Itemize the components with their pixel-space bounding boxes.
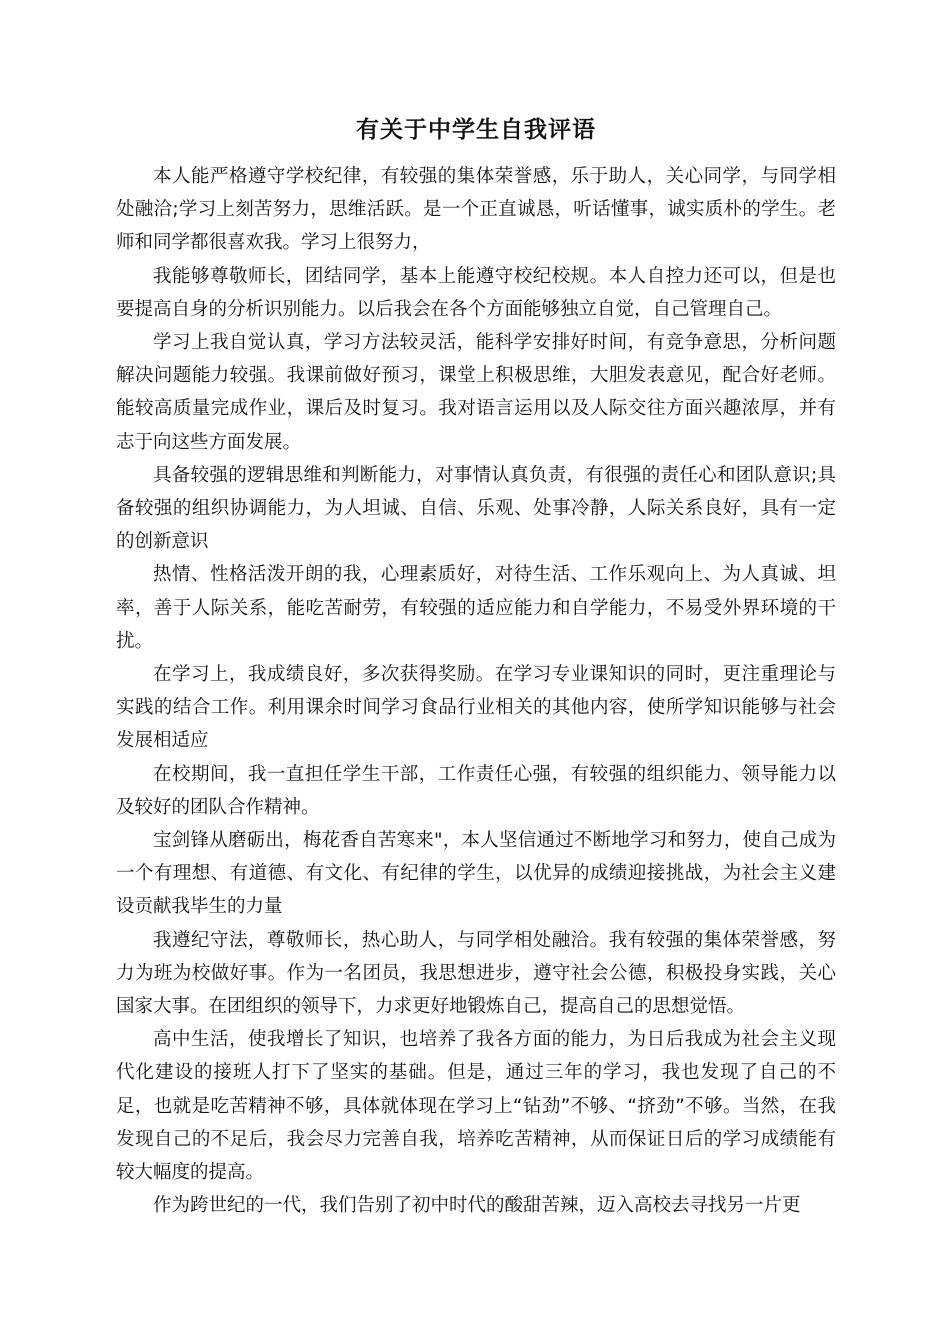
paragraph-3: 学习上我自觉认真，学习方法较灵活，能科学安排好时间，有竞争意思，分析问题解决问题能力较强。我课前做好预习，课堂上积极思维，大胆发表意见，配合好老师。能较高质量完成作业，课后及时复习。我对语言运用以及人际交往方面兴趣浓厚，并有志于向这些方面发展。 — [116, 332, 836, 453]
paragraph-8: 宝剑锋从磨砺出，梅花香自苦寒来"，本人坚信通过不断地学习和努力，使自己成为一个有理想、有道德、有文化、有纪律的学生，以优异的成绩迎接挑战，为社会主义建设贡献我毕生的力量 — [116, 830, 836, 918]
document-body — [116, 160, 836, 1223]
document-page — [116, 112, 836, 1223]
document-title: 有关于中学生自我评语 — [356, 117, 596, 143]
paragraph-2: 我能够尊敬师长，团结同学，基本上能遵守校纪校规。本人自控力还可以，但是也要提高自身的分析识别能力。以后我会在各个方面能够独立自觉，自己管理自己。 — [116, 265, 836, 320]
paragraph-7: 在校期间，我一直担任学生干部，工作责任心强，有较强的组织能力、领导能力以及较好的团队合作精神。 — [116, 763, 836, 818]
paragraph-11: 作为跨世纪的一代，我们告别了初中时代的酸甜苦辣，迈入高校去寻找另一片更 — [153, 1195, 801, 1217]
paragraph-6: 在学习上，我成绩良好，多次获得奖励。在学习专业课知识的同时，更注重理论与实践的结合工作。利用课余时间学习食品行业相关的其他内容，使所学知识能够与社会发展相适应 — [116, 664, 836, 752]
paragraph-1: 本人能严格遵守学校纪律，有较强的集体荣誉感，乐于助人，关心同学，与同学相处融洽;学习上刻苦努力，思维活跃。是一个正直诚恳，听话懂事，诚实质朴的学生。老师和同学都很喜欢我。学习上很努力， — [116, 166, 836, 254]
paragraph-4: 具备较强的逻辑思维和判断能力，对事情认真负责，有很强的责任心和团队意识;具备较强的组织协调能力，为人坦诚、自信、乐观、处事冷静，人际关系良好，具有一定的创新意识 — [116, 464, 836, 553]
paragraph-10: 高中生活，使我增长了知识，也培养了我各方面的能力，为日后我成为社会主义现代化建设的接班人打下了坚实的基础。但是，通过三年的学习，我也发现了自己的不足，也就是吃苦精神不够，具体就体现在学习上“钻劲”不够、“挤劲”不够。当然，在我发现自己的不足后，我会尽力完善自我，培养吃苦精神，从而保证日后的学习成绩能有较大幅度的提高。 — [116, 1029, 836, 1184]
paragraph-9: 我遵纪守法，尊敬师长，热心助人，与同学相处融洽。我有较强的集体荣誉感，努力为班为校做好事。作为一名团员，我思想进步，遵守社会公德，积极投身实践，关心国家大事。在团组织的领导下，力求更好地锻炼自己，提高自己的思想觉悟。 — [116, 929, 836, 1018]
paragraph-5: 热情、性格活泼开朗的我，心理素质好，对待生活、工作乐观向上、为人真诚、坦率，善于人际关系，能吃苦耐劳，有较强的适应能力和自学能力，不易受外界环境的干扰。 — [116, 564, 836, 652]
